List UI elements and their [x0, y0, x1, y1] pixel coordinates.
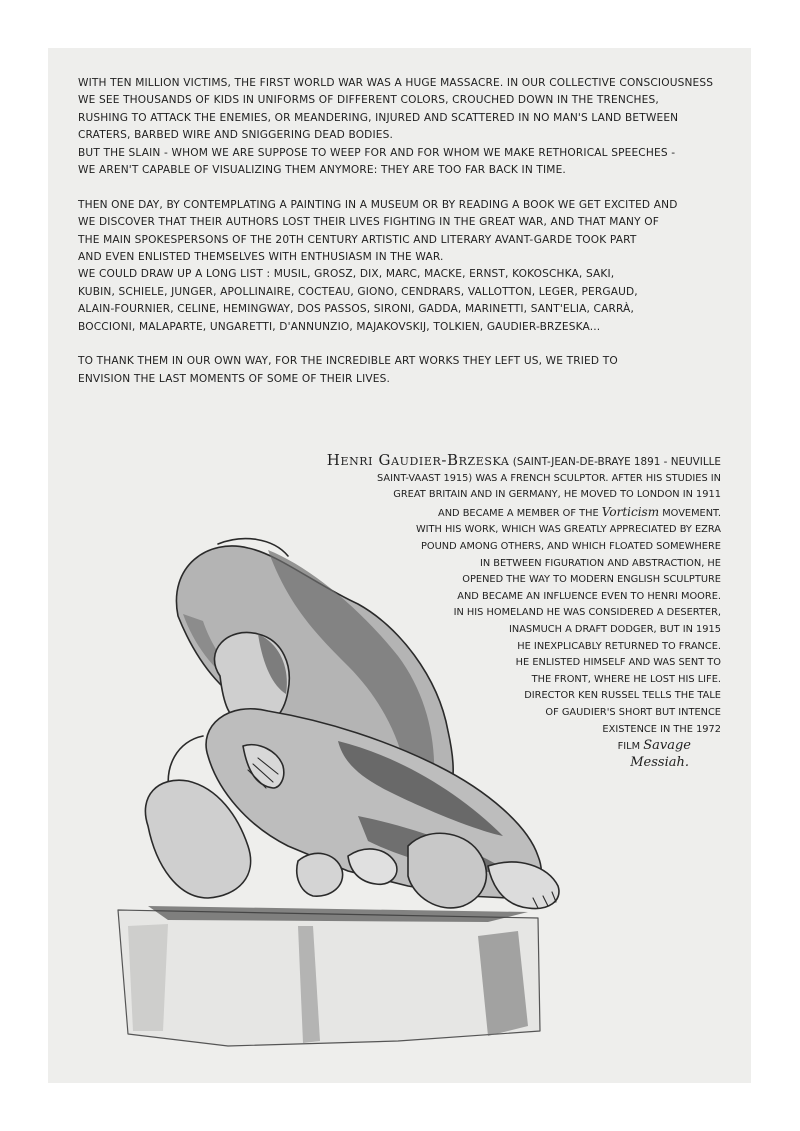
artist-dates: (SAINT-JEAN-DE-BRAYE 1891 - NEUVILLE [512, 456, 721, 468]
bio-line: IN HIS HOMELAND HE WAS CONSIDERED A DESERTER, [453, 607, 721, 619]
bio-line: THE FRONT, WHERE HE LOST HIS LIFE. [531, 673, 721, 685]
bio-line: SAINT-VAAST 1915) WAS A FRENCH SCULPTOR. AFTER HIS STUDIES IN [377, 472, 721, 484]
intro-text [78, 75, 738, 388]
bio-text: MOVEMENT. [662, 507, 721, 519]
film-line [281, 738, 721, 755]
face [297, 853, 343, 896]
bio-line: POUND AMONG OTHERS, AND WHICH FLOATED SOMEWHERE [420, 540, 721, 552]
text-line: ALAIN-FOURNIER, CELINE, HEMINGWAY, DOS PASSOS, SIRONI, GADDA, MARINETTI, SANT'ELIA, CARRÀ, [78, 303, 634, 316]
bio-line: HE INEXPLICABLY RETURNED TO FRANCE. [517, 640, 721, 652]
text-line: THEN ONE DAY, BY CONTEMPLATING A PAINTING IN A MUSEUM OR BY READING A BOOK WE GET EXCITED AND [78, 198, 678, 211]
bio-line: IN BETWEEN FIGURATION AND ABSTRACTION, HE [479, 557, 721, 569]
bio-line: WITH HIS WORK, WHICH WAS GREATLY APPRECIATED BY EZRA [415, 524, 721, 536]
bio-line: GREAT BRITAIN AND IN GERMANY, HE MOVED TO LONDON IN 1911 [393, 489, 721, 501]
text-line: BOCCIONI, MALAPARTE, UNGARETTI, D'ANNUNZIO, MAJAKOVSKIJ, TOLKIEN, GAUDIER-BRZESKA... [78, 320, 601, 333]
text-line: WE AREN'T CAPABLE OF VISUALIZING THEM ANYMORE: THEY ARE TOO FAR BACK IN TIME. [78, 164, 566, 177]
bio-header [281, 452, 721, 471]
bio-text: AND BECAME A MEMBER OF THE [438, 507, 599, 519]
text-line: AND EVEN ENLISTED THEMSELVES WITH ENTHUSIASM IN THE WAR. [78, 251, 444, 264]
foot [488, 862, 559, 908]
intro-paragraph-1 [78, 75, 738, 179]
text-line: WITH TEN MILLION VICTIMS, THE FIRST WORLD WAR WAS A HUGE MASSACRE. IN OUR COLLECTIVE CONSCIOUSNESS [78, 77, 714, 89]
comic-page [48, 48, 751, 1083]
bio-line: EXISTENCE IN THE 1972 [602, 723, 721, 735]
intro-paragraph-3 [78, 353, 738, 388]
text-line: TO THANK THEM IN OUR OWN WAY, FOR THE INCREDIBLE ART WORKS THEY LEFT US, WE TRIED TO [78, 355, 618, 368]
text-line: RUSHING TO ATTACK THE ENEMIES, OR MEANDERING, INJURED AND SCATTERED IN NO MAN'S LAND BETWEEN [78, 111, 679, 124]
text-line: WE DISCOVER THAT THEIR AUTHORS LOST THEIR LIVES FIGHTING IN THE GREAT WAR, AND THAT MANY OF [78, 216, 659, 229]
film-prefix: FILM [617, 741, 641, 753]
artist-bio [281, 452, 721, 771]
bio-line: INASMUCH A DRAFT DODGER, BUT IN 1915 [509, 623, 721, 635]
text-line: KUBIN, SCHIELE, JUNGER, APOLLINAIRE, COCTEAU, GIONO, CENDRARS, VALLOTTON, LEGER, PERGAUD, [78, 285, 638, 298]
bio-line: OF GAUDIER'S SHORT BUT INTENCE [545, 706, 721, 718]
plinth [118, 910, 540, 1046]
intro-paragraph-2 [78, 197, 738, 336]
text-line: CRATERS, BARBED WIRE AND SNIGGERING DEAD BODIES. [78, 129, 393, 142]
artist-name: Henri Gaudier-Brzeska [326, 451, 510, 469]
plinth-shadow [148, 906, 528, 922]
bio-line: HE ENLISTED HIMSELF AND WAS SENT TO [515, 657, 721, 669]
film-title: Savage [643, 738, 691, 754]
text-line: BUT THE SLAIN - WHOM WE ARE SUPPOSE TO WEEP FOR AND FOR WHOM WE MAKE RETHORICAL SPEECHES - [78, 146, 676, 159]
movement-name: Vorticism [601, 504, 660, 519]
text-line: WE COULD DRAW UP A LONG LIST : MUSIL, GROSZ, DIX, MARC, MACKE, ERNST, KOKOSCHKA, SAKI, [78, 268, 615, 281]
film-title-continued: Messiah. [630, 755, 689, 771]
text-line: WE SEE THOUSANDS OF KIDS IN UNIFORMS OF DIFFERENT COLORS, CROUCHED DOWN IN THE TRENCHES, [78, 94, 659, 107]
bio-line-movement [281, 504, 721, 523]
text-line: ENVISION THE LAST MOMENTS OF SOME OF THEIR LIVES. [78, 372, 390, 385]
plinth-shade-3 [128, 924, 168, 1031]
bio-line: AND BECAME AN INFLUENCE EVEN TO HENRI MOORE. [457, 590, 721, 602]
text-line: THE MAIN SPOKESPERSONS OF THE 20TH CENTURY ARTISTIC AND LITERARY AVANT-GARDE TOOK PART [78, 233, 637, 246]
bio-line: DIRECTOR KEN RUSSEL TELLS THE TALE [524, 690, 721, 702]
bio-line: OPENED THE WAY TO MODERN ENGLISH SCULPTURE [462, 574, 721, 586]
